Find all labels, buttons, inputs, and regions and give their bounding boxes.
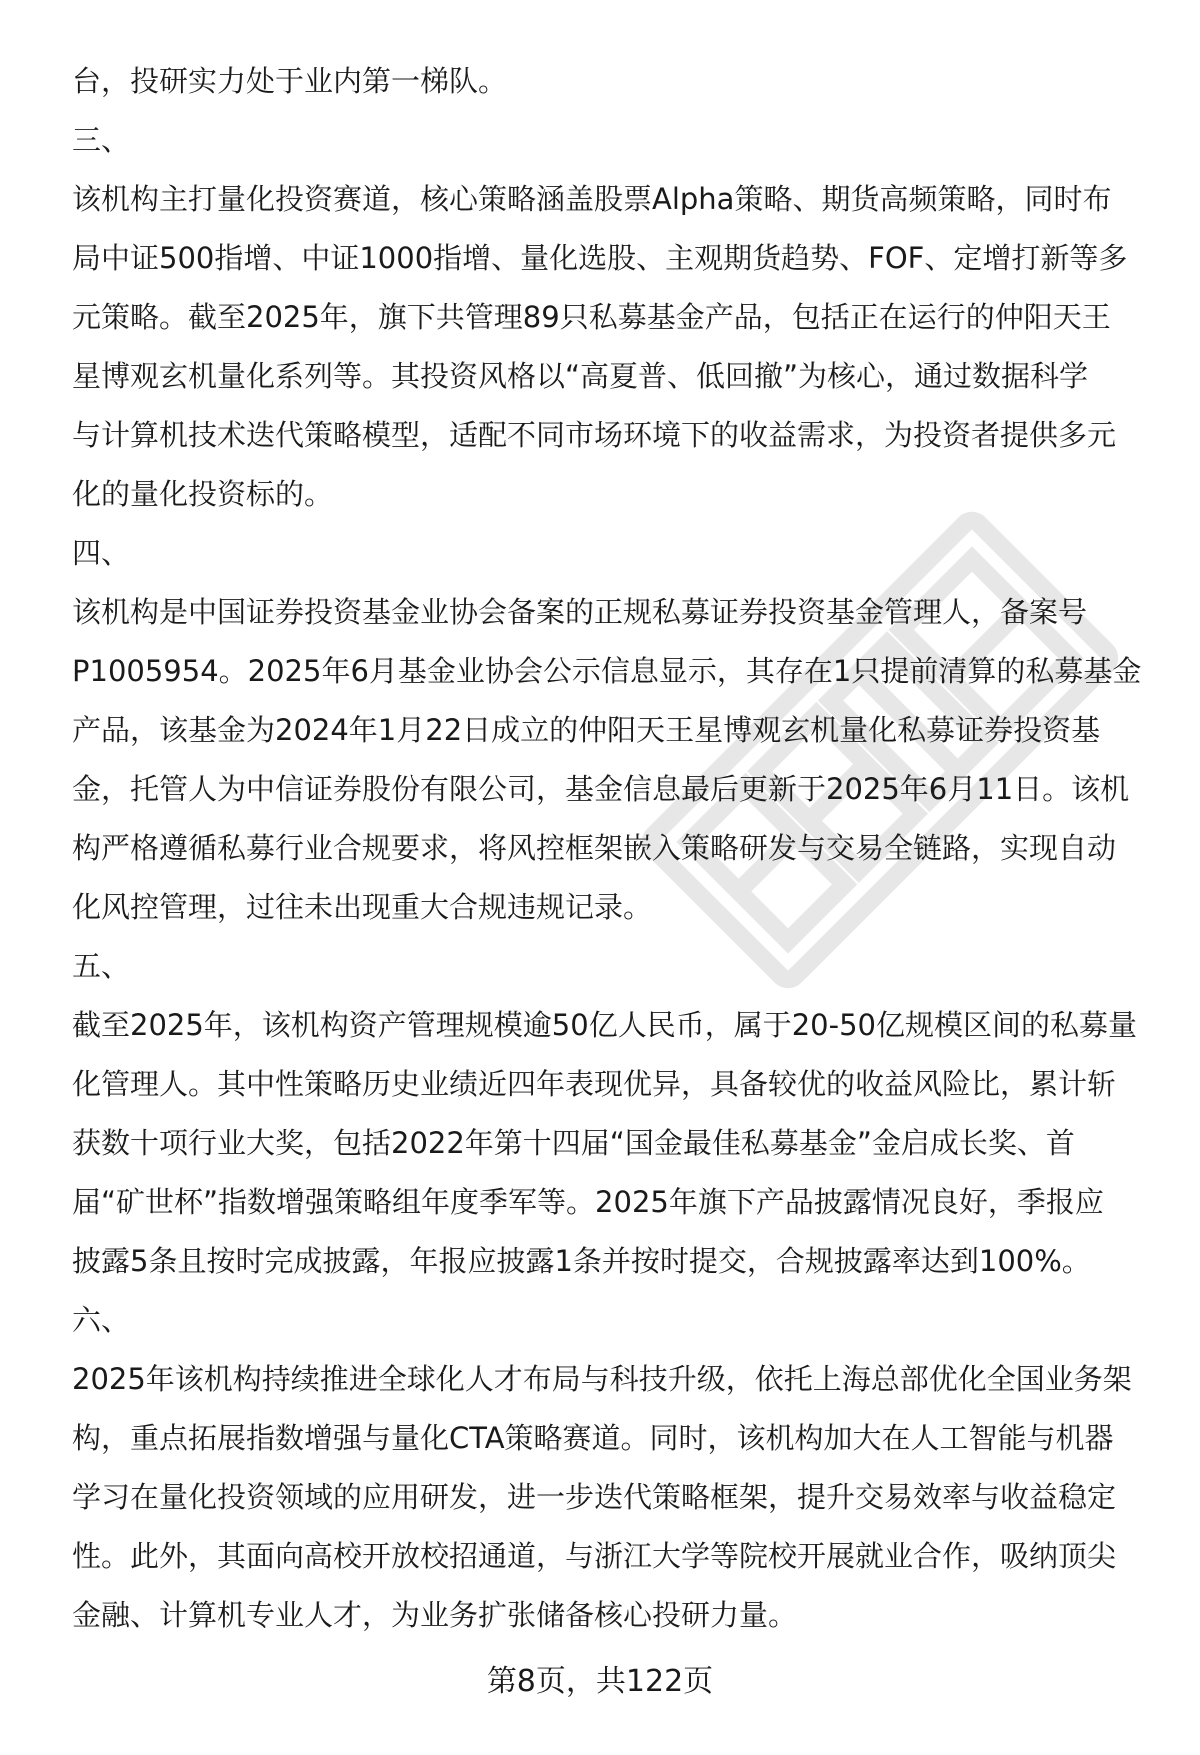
text-line: 产品，该基金为2024年1月22日成立的仲阳天王星博观玄机量化私募证券投资基 bbox=[72, 713, 1101, 747]
text-line: 该机构是中国证券投资基金业协会备案的正规私募证券投资基金管理人，备案号 bbox=[72, 595, 1088, 629]
text-line: 元策略。截至2025年，旗下共管理89只私募基金产品，包括正在运行的仲阳天王 bbox=[72, 300, 1111, 334]
text-line: P1005954。2025年6月基金业协会公示信息显示，其存在1只提前清算的私募基金 bbox=[72, 654, 1142, 688]
text-line: 构严格遵循私募行业合规要求，将风控框架嵌入策略研发与交易全链路，实现自动 bbox=[72, 831, 1117, 865]
text-line: 化管理人。其中性策略历史业绩近四年表现优异，具备较优的收益风险比，累计斩 bbox=[72, 1067, 1117, 1101]
text-line: 台，投研实力处于业内第一梯队。 bbox=[72, 64, 508, 98]
text-line: 局中证500指增、中证1000指增、量化选股、主观期货趋势、FOF、定增打新等多 bbox=[72, 241, 1128, 275]
text-line: 金融、计算机专业人才，为业务扩张储备核心投研力量。 bbox=[72, 1598, 798, 1632]
text-line: 截至2025年，该机构资产管理规模逾50亿人民币，属于20-50亿规模区间的私募量 bbox=[72, 1008, 1137, 1042]
text-line: 与计算机技术迭代策略模型，适配不同市场环境下的收益需求，为投资者提供多元 bbox=[72, 418, 1117, 452]
text-line: 届“矿世杯”指数增强策略组年度季军等。2025年旗下产品披露情况良好，季报应 bbox=[72, 1185, 1104, 1219]
text-line: 性。此外，其面向高校开放校招通道，与浙江大学等院校开展就业合作，吸纳顶尖 bbox=[72, 1539, 1117, 1573]
text-line: 星博观玄机量化系列等。其投资风格以“高夏普、低回撤”为核心，通过数据科学 bbox=[72, 359, 1089, 393]
text-line: 学习在量化投资领域的应用研发，进一步迭代策略框架，提升交易效率与收益稳定 bbox=[72, 1480, 1117, 1514]
text-line: 获数十项行业大奖，包括2022年第十四届“国金最佳私募基金”金启成长奖、首 bbox=[72, 1126, 1075, 1160]
section-heading-5: 五、 bbox=[72, 949, 131, 983]
section-heading-3: 三、 bbox=[72, 123, 131, 157]
text-line: 化的量化投资标的。 bbox=[72, 477, 334, 511]
text-line: 2025年该机构持续推进全球化人才布局与科技升级，依托上海总部优化全国业务架 bbox=[72, 1362, 1132, 1396]
page-number-footer: 第8页，共122页 bbox=[486, 1664, 714, 1699]
text-line: 化风控管理，过往未出现重大合规违规记录。 bbox=[72, 890, 653, 924]
text-line: 该机构主打量化投资赛道，核心策略涵盖股票Alpha策略、期货高频策略，同时布 bbox=[72, 182, 1112, 216]
section-heading-4: 四、 bbox=[72, 536, 131, 570]
document-body bbox=[72, 52, 1152, 1645]
text-line: 披露5条且按时完成披露，年报应披露1条并按时提交，合规披露率达到100%。 bbox=[72, 1244, 1091, 1278]
text-line: 金，托管人为中信证券股份有限公司，基金信息最后更新于2025年6月11日。该机 bbox=[72, 772, 1130, 806]
text-line: 构，重点拓展指数增强与量化CTA策略赛道。同时，该机构加大在人工智能与机器 bbox=[72, 1421, 1114, 1455]
section-heading-6: 六、 bbox=[72, 1303, 131, 1337]
